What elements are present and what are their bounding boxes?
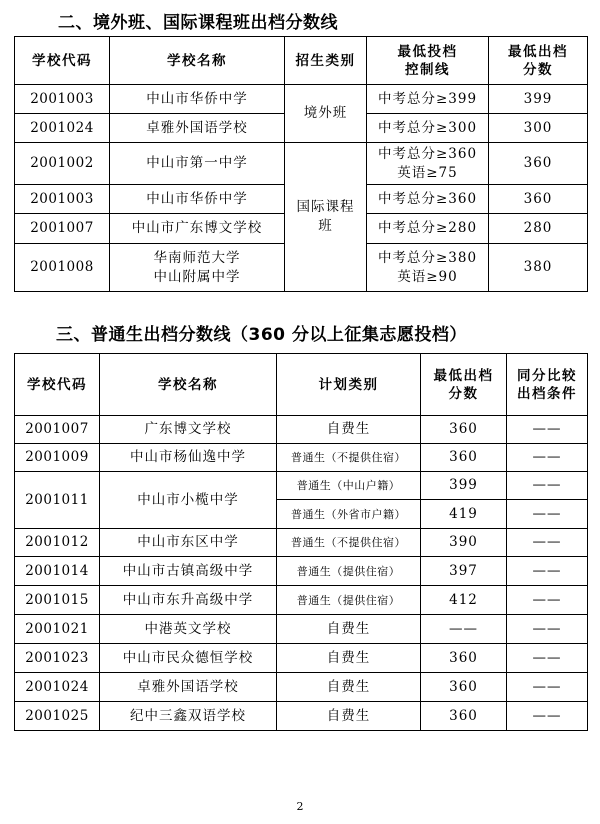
section2-heading: 二、境外班、国际课程班出档分数线: [58, 13, 338, 33]
plan-category: 自费生: [277, 615, 421, 644]
enroll-category: 国际课程 班: [285, 143, 367, 292]
school-code: 2001012: [15, 529, 100, 557]
control-line: 中考总分≥280: [367, 214, 489, 244]
school-name: 纪中三鑫双语学校: [100, 702, 277, 731]
min-score: 419: [421, 500, 507, 529]
school-name: 广东博文学校: [100, 416, 277, 444]
table-row: [15, 143, 588, 185]
school-name: 中山市东区中学: [100, 529, 277, 557]
school-code: 2001009: [15, 444, 100, 472]
header-school-name: 学校名称: [100, 354, 277, 416]
header-min-control-line: 最低投档 控制线: [367, 37, 489, 85]
school-name: 中山市华侨中学: [110, 85, 285, 114]
header-enroll-category: 招生类别: [285, 37, 367, 85]
min-score: 360: [489, 143, 588, 185]
table-row: [15, 615, 588, 644]
min-score: 360: [489, 185, 588, 214]
plan-category: 普通生（提供住宿）: [277, 586, 421, 615]
school-code: 2001024: [15, 114, 110, 143]
min-score: 397: [421, 557, 507, 586]
tie-condition: ——: [507, 586, 588, 615]
control-line: 中考总分≥399: [367, 85, 489, 114]
school-code: 2001007: [15, 416, 100, 444]
table-header-row: [15, 354, 588, 416]
tie-condition: ——: [507, 702, 588, 731]
table-row: [15, 472, 588, 500]
table-row: [15, 85, 588, 114]
plan-category: 普通生（外省市户籍）: [277, 500, 421, 529]
control-line: 中考总分≥380 英语≥90: [367, 244, 489, 292]
min-score: 380: [489, 244, 588, 292]
min-score: 360: [421, 644, 507, 673]
school-name: 卓雅外国语学校: [100, 673, 277, 702]
school-name: 卓雅外国语学校: [110, 114, 285, 143]
table-row: [15, 644, 588, 673]
control-line: 中考总分≥360 英语≥75: [367, 143, 489, 185]
plan-category: 自费生: [277, 644, 421, 673]
school-name: 中山市第一中学: [110, 143, 285, 185]
tie-condition: ——: [507, 472, 588, 500]
table-header-row: [15, 37, 588, 85]
plan-category: 普通生（不提供住宿）: [277, 529, 421, 557]
school-code: 2001007: [15, 214, 110, 244]
header-school-code: 学校代码: [15, 37, 110, 85]
school-name: 中山市东升高级中学: [100, 586, 277, 615]
school-name: 中山市杨仙逸中学: [100, 444, 277, 472]
school-name: 中港英文学校: [100, 615, 277, 644]
header-school-name: 学校名称: [110, 37, 285, 85]
min-score: 360: [421, 702, 507, 731]
min-score: 280: [489, 214, 588, 244]
table-row: [15, 702, 588, 731]
tie-condition: ——: [507, 615, 588, 644]
min-score: 360: [421, 444, 507, 472]
page-number: 2: [296, 800, 304, 813]
tie-condition: ——: [507, 644, 588, 673]
table-row: [15, 416, 588, 444]
school-name: 中山市民众德恒学校: [100, 644, 277, 673]
header-plan-category: 计划类别: [277, 354, 421, 416]
header-tie-condition: 同分比较 出档条件: [507, 354, 588, 416]
school-code: 2001008: [15, 244, 110, 292]
school-name: 中山市古镇高级中学: [100, 557, 277, 586]
control-line: 中考总分≥360: [367, 185, 489, 214]
school-code: 2001024: [15, 673, 100, 702]
school-name: 中山市华侨中学: [110, 185, 285, 214]
school-code: 2001014: [15, 557, 100, 586]
min-score: 399: [421, 472, 507, 500]
tie-condition: ——: [507, 673, 588, 702]
header-min-score: 最低出档 分数: [421, 354, 507, 416]
tie-condition: ——: [507, 529, 588, 557]
table-row: [15, 529, 588, 557]
header-min-score: 最低出档 分数: [489, 37, 588, 85]
plan-category: 普通生（不提供住宿）: [277, 444, 421, 472]
international-class-table: [14, 36, 588, 292]
table-row: [15, 444, 588, 472]
school-code: 2001003: [15, 185, 110, 214]
tie-condition: ——: [507, 557, 588, 586]
min-score: 360: [421, 416, 507, 444]
school-name: 中山市小榄中学: [100, 472, 277, 529]
tie-condition: ——: [507, 416, 588, 444]
plan-category: 普通生（中山户籍）: [277, 472, 421, 500]
control-line: 中考总分≥300: [367, 114, 489, 143]
school-code: 2001011: [15, 472, 100, 529]
school-code: 2001023: [15, 644, 100, 673]
enroll-category: 境外班: [285, 85, 367, 143]
min-score: 412: [421, 586, 507, 615]
school-name: 中山市广东博文学校: [110, 214, 285, 244]
min-score: 360: [421, 673, 507, 702]
plan-category: 自费生: [277, 673, 421, 702]
plan-category: 普通生（提供住宿）: [277, 557, 421, 586]
school-code: 2001021: [15, 615, 100, 644]
min-score: 390: [421, 529, 507, 557]
section3-heading: 三、普通生出档分数线（360 分以上征集志愿投档）: [56, 325, 467, 345]
min-score: 399: [489, 85, 588, 114]
table-row: [15, 586, 588, 615]
tie-condition: ——: [507, 500, 588, 529]
table-row: [15, 557, 588, 586]
school-code: 2001025: [15, 702, 100, 731]
plan-category: 自费生: [277, 702, 421, 731]
school-code: 2001002: [15, 143, 110, 185]
header-school-code: 学校代码: [15, 354, 100, 416]
min-score: ——: [421, 615, 507, 644]
school-code: 2001003: [15, 85, 110, 114]
school-code: 2001015: [15, 586, 100, 615]
regular-student-table: [14, 353, 588, 731]
plan-category: 自费生: [277, 416, 421, 444]
table-row: [15, 673, 588, 702]
min-score: 300: [489, 114, 588, 143]
school-name: 华南师范大学 中山附属中学: [110, 244, 285, 292]
tie-condition: ——: [507, 444, 588, 472]
